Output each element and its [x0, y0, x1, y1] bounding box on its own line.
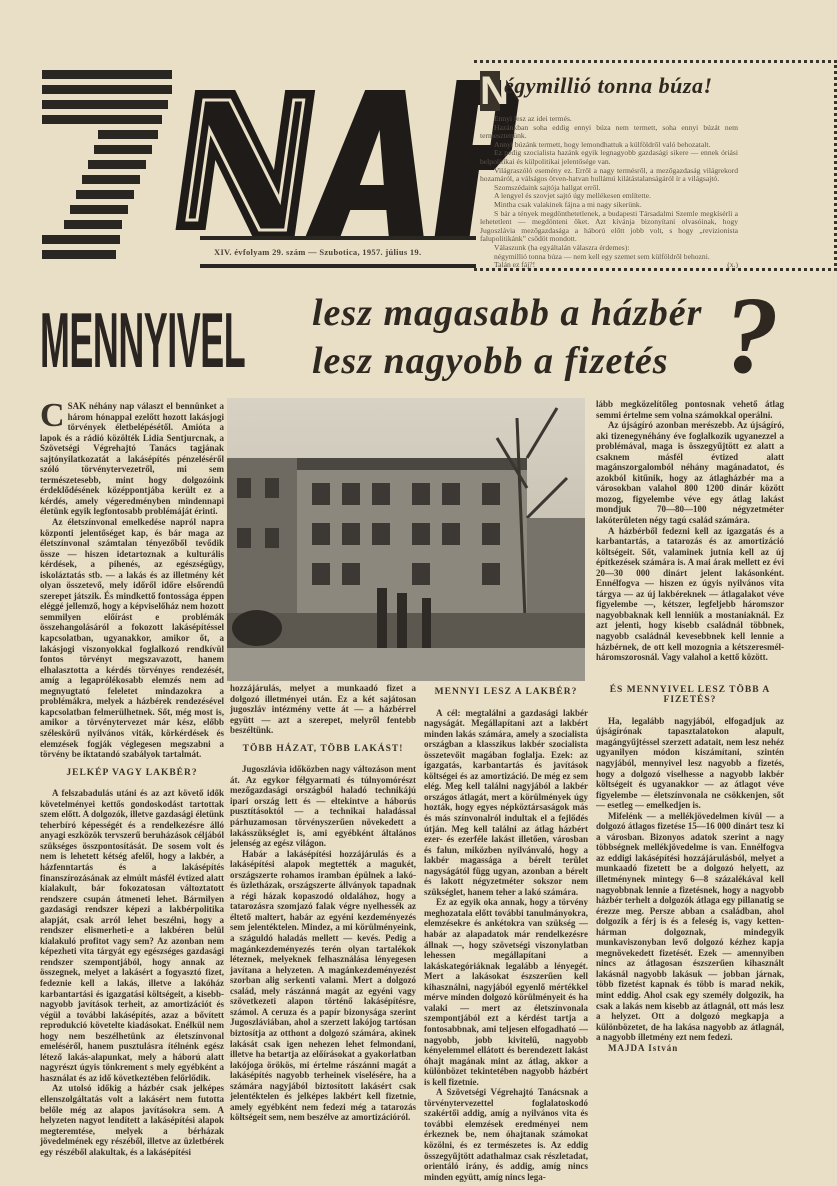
section-heading-fizetes: ÉS MENNYIVEL LESZ TÖBB A FIZETÉS? — [609, 684, 771, 706]
building-photo — [227, 398, 585, 681]
section-heading-mennyi-lakber: MENNYI LESZ A LAKBÉR? — [434, 687, 578, 697]
paragraph: Ennyi lesz az idei termés. — [494, 114, 572, 123]
paragraph: Világraszóló esemény ez. Erről a nagy termésről, a mezőgazdaság világrekord hozamáról, a válságos ötven-hatvan hullámú kilátástalanságáról ír a világsajtó. — [480, 165, 738, 184]
intro-paragraph: CSAK néhány nap választ el bennünket a három hónappal ezelőtt hozott lakásjogi törvények életbelépésétől. Amióta a lapok és a rádió közölték Lidia Sentjurcnak, a Szövetségi Végrehajtó Tanács tagjának sajtónyilatkozatát a lakásépítés pénzeléséről szóló törvénytervezetről, mi sem természetesebb, mint hogy dolgozóink érdeklődésének középpontjába került ez a kérdés, amely végeredményben mindennapi életünk egyik legfontosabb problémáját érinti. — [40, 397, 224, 517]
wheat-article-body — [480, 115, 738, 270]
paragraph: Hazánkban soha eddig ennyi búza nem termett, soha ennyi búzát nem termesztettünk. — [480, 122, 738, 141]
paragraph: A felszabadulás utáni és az azt követő idők követelményei kettős gondoskodást tartottak szem előtt. A dolgozók, illetve gazdasági életünk teherbíró képességét és a rendelkezésre álló anyagi eszközök tervszerű beruházások céljából szükséges összpontosítását. De sosem volt és nem is lehetett kétség afelől, hogy a lakbér, a házfenntartás és a lakásépítés finanszírozásának az elmúlt másfél évtized alatt kialakult, bár fokozatosan változtatott rendszere csupán átmeneti lehet. Bármilyen gazdasági rendszer képezi a lakbérpolitika alapját, csak arról lehet beszélni, hogy a rendszer elismerheti-e a lakbéren belül kialakuló profitot vagy sem? Az azonban nem képezheti vita tárgyát egy egészséges gazdasági rendszer szempontjából, hogy annak az összegnek, melyet a lakásért a fogyasztó fizet, fedeznie kell a lakás, illetve a lakóház karbantartási és igazgatási költségeit, a kisebb-nagyobb javítások terheit, az amortizációt és végül a további lakásépítés, azaz a bővített reprodukció követelte kiadásokat. Enélkül nem hogy nem beszélhetünk az életszínvonal emeléséről, hanem pusztulásra ítélnénk egész létező lakás-alapunkat, mely a háború alatt nagyrészt úgyis tönkrement s mely egyébként a használat és az idő következtében felőrlődik. — [40, 788, 224, 1083]
paragraph: Ha, legalább nagyjából, elfogadjuk az újságírónak tapasztalatokon alapult, magángyűjtéssel szerzett adatait, nem lesz nehéz ugyanilyen módon kiszámítani, szintén nagyjából, mennyivel lesz nagyobb a fizetés, hogy a dolgozó viselhesse a nagyobb lakbér költségeit és ugyanakkor — az átlagot véve figyelembe — életszínvonala ne csökkenjen, sőt — esetleg — emelkedjen is. — [596, 715, 784, 811]
paragraph: Az utolsó időkig a házbér csak jelképes ellenszolgáltatás volt a lakásért nem futotta belőle még az alapos javításokra sem. A helyzeten nagyot lendített a lakásépítési alapok megteremtése, melyek a bérházak jövedelmének egy részéből, illetve az üzletbérek egy részéből alakultak, és a lakásépítési — [40, 1083, 224, 1157]
article-column-3 — [424, 687, 588, 1182]
headline-line-2: lesz nagyobb a fizetés — [312, 340, 669, 382]
article-column-2 — [230, 683, 416, 1143]
paragraph: Ez az egyik oka annak, hogy a törvény meghozatala előtt további tanulmányokra, elemzésekre és ankétokra van szükség — habár az alapadatok már rendelkezésre állnak —, hogy szövetségi viszonylatban lehessen megállapítani a lakáskategóriáknak legalább a lényegét. Mert a lakásokat észszerűen kell kihasználni, nagyjából egyenlő mértékkel mérve minden dolgozó körülményeit és ha valaki — mert az életszínvonala szempontjából ezt a kérdést tartja a fontosabbnak, ami teljesen elfogadható — nagyobb, jobb kivitelű, nagyobb kényelemmel ellátott és berendezett lakást óhajt magának mint az átlag, akkor a különbözet tekintetében nagyobb házbért is kell fizetnie. — [424, 897, 588, 1087]
paragraph: A házbérből fedezni kell az igazgatás és a karbantartás, a tatarozás és az amortizáció költségeit. Sőt, valaminek jutnia kell az új építkezések számára is. A mai árak mellett ez évi 20—30 000 dinárt jelent lakásonként. Ennélfogva — hiszen ez úgyis nyilvános vita tárgya — az új lakbéreknek — átlagalakot véve figyelembe —, kétszer, legfeljebb háromszor nagyobbaknak kell lenniük a mostaniaknál. Ez azt jelenti, hogy kisebb családnál többnek, nagyobb családnál kevesebbnek kell lennie a házbérnek, de ott kell mozognia a kétszeresmél-háromszorosnál. Vagy valahol a kettő között. — [596, 525, 784, 663]
headline-line-1: lesz magasabb a házbér — [312, 292, 703, 334]
paragraph: Az újságíró azonban merészebb. Az újságíró, aki tizenegynéhány éve foglalkozik ugyanezzel a problémával, maga is összegyűjtött ez alatt a csaknem másfél évtized alatt magánszorgalomból néhány magánadatot, és azokból kitűnik, hogy az átlagházbér ma a városokban valahol 800 1200 dinár között mozog, figyelembe véve egy átlag lakást mondjuk 70—80—100 négyzetméter lakóterületen négy tagú család számára. — [596, 420, 784, 526]
section-heading-jelkep: JELKÉP VAGY LAKBÉR? — [66, 767, 198, 778]
article-column-4 — [596, 399, 784, 1179]
paragraph: Ez pedig szocialista hazánk egyik legnagyobb gazdasági sikere — ennek óriási belpolitikai és külpolitikai jelentősége van. — [480, 148, 738, 166]
paragraph: A lengyel és szovjet sajtó úgy mellékesen említette. — [494, 191, 651, 201]
headline-question-mark: ? — [724, 274, 779, 396]
paragraph: négymillió tonna búza — nem kell egy szemet sem külföldről behozni. — [494, 251, 710, 261]
paragraph: Az életszínvonal emelkedése napról napra központi jelentőséget kap, és bár maga az életszínvonal számtalan tényezőből tevődik össze — hiszen idetartoznak a kulturális kérdések, a pihenés, az egészségügy, iskoláztatás stb. — a lakás és az illetmény két olyan összetevő, mely időről időre elsőrendű szerepet játszik. És mindkettő fontossága éppen eléggé jellemző, hogy a képviselőház nem hozott semmilyen előírást e problémák összehangolásáról a fokozott lakásépítéssel kapcsolatban, ugyanakkor, amikor őt, a lakásjogi viszonyokkal foglalkozó rendkívül fontos törvényt megszavazott, hanem elhalasztotta a kérdés törvényes rendezését, amíg a legaprólékosabb elemzés nem ad megnyugtató feleletet mindazokra a problémákra, melyek a házbérek rendezésével kapcsolatban felmerülhetnek. Sőt, még most is, amikor a törvénytervezet már kész, előbb széleskörű nyilvános viták, körkérdések és elemzések fogják véglegesen megszabni a törvény be iktatandó szabályok tartalmát. — [40, 517, 224, 760]
drop-cap: N — [480, 69, 509, 113]
article-column-1 — [40, 397, 224, 1171]
paragraph: Jugoszlávia időközben nagy változáson ment át. Az egykor félgyarmati és túlnyomórészt mezőgazdasági országból haladó technikájú ipari ország lett és — eltekintve a háborús pusztításoktól — a technikai haladással párhuzamosan törvényszerűen növekedett a lakásszükséglet is, ami egyébként általános jelenség az egész világon. — [230, 764, 416, 849]
paragraph: hozzájárulás, melyet a munkaadó fizet a dolgozó illetményei után. Ez a két sajátosan jugoszláv intézmény vette át — a házbérrel együtt — azt a szerepet, melyről fentebb beszéltünk. — [230, 683, 416, 736]
section-heading-tobb-hazat: TÖBB HÁZAT, TÖBB LAKÁST! — [242, 743, 404, 754]
paragraph — [480, 261, 738, 270]
paragraph: Mintha csak valakinek fájna a mi nagy sikerünk. — [494, 199, 642, 209]
wheat-article-box — [474, 60, 837, 271]
closing-line: Talán ez fáj?! — [494, 260, 536, 270]
paragraph: lább megközelítőleg pontosnak vehető átlag semmi értelme sem volna számokkal operálni. — [596, 399, 784, 420]
paragraph: A Szövetségi Végrehajtó Tanácsnak a törvénytervezettel foglalatoskodó szakértői addig, amíg a nyilvános vita és további elemzések eredményei nem érkeznek be, nem óhajtanak számokat közölni, és ez természetes is. Az eddig összegyűjtött adathalmaz csak részletadat, orientáló irány, és addig, amíg nincs minden együtt, amíg nincs lega- — [424, 1087, 588, 1182]
issue-line: XIV. évfolyam 29. szám — Szubotica, 1957. július 19. — [200, 236, 476, 268]
paragraph: A cél: megtalálni a gazdasági lakbér nagyságát. Megállapítani azt a lakbért minden lakás számára, amely a szocialista országban a klasszikus lakbér szocialista összetevőit magában foglalja. Ezek: az igazgatás, karbantartás és javítások költségei és az amortizáció. De még ez sem elég. Meg kell találni nagyjából a lakbér országos átlagát, mert a körülmények úgy hozták, hogy egyes népköztársaságok más és más színvonalról indultak el a fejlődés útján. Meg kell találni az átlag házbért ezer- és ezerféle lakást illetően, városban és falun, miközben nyilvánvaló, hogy a lakbér magassága a bérelt terület nagyságától függ ugyan, azonban a bérelt és lakott négyzetméter sokszor nem szükséglet, hanem teher a lakó számára. — [424, 707, 588, 897]
photo-image — [227, 398, 585, 681]
wheat-article-title: égymillió tonna búza! — [504, 73, 713, 98]
paragraph: Mifelénk — a mellékjövedelmen kívül — a dolgozó átlagos fizetése 15—16 000 dinárt tesz ki a városban. Bizonyos adatok szerint a nagy többségnek mellékjövedelme is van. Ennélfogva az eddigi lakásépítési hozzájárulásból, melyet a munkaadó fizetett be a dolgozó helyett, az illetménynek mintegy 6—8 százalékával kell nagyobbnak lennie a fizetésnek, hogy a nagyobb házbér terhelt a dolgozók átlaga egy pillanatig se érezze meg. Persze abban a családban, ahol dolgozik a férj is és a feleség is, vagy ketten-hárman dolgoznak, mindegyik munkaviszonyban levő dolgozó kézhez kapja megnövekedett fizetését. Ezek — amennyiben nincs az átlagosan észszerűen kihasznált lakásnál nagyobb lakásuk — jobban járnak, több fizetést kapnak és több is marad nekik, mint eddig. Ahol csak egy személy dolgozik, ha csak a lakás nem kisebb az átlagnál, ott más lesz a helyzet. Ott a dolgozó megkapja a különbözetet, de ha lakása nagyobb az átlagnál, a nagyobb illetmény ezt nem fedezi. — [596, 810, 784, 1043]
paragraph: Szomszédaink sajtója hallgat erről. — [494, 182, 601, 192]
paragraph: Válaszunk (ha egyáltalán válaszra érdemes): — [494, 242, 630, 252]
signature: (x.) — [727, 260, 738, 270]
paragraph: Annyi búzánk termett, hogy lemondhattuk a külföldről való behozatalt. — [494, 139, 711, 149]
paragraph: Habár a lakásépítési hozzájárulás és a lakásépítési alapok megtették a magukét, országszerte rohamos iramban épülnek a lakó- és üzletházak, országszerte állványok tapadnak a régi házak kopaszodó oldalához, hogy a tatarozásra szomjazó falak végre nyelhessék az éltető maltert, habár az egyéni kezdeményezés sem jelentéktelen. Mindez, a mi körülményeink, a száguldó haladás mellett — kevés. Pedig a magánkezdeményezés terén olyan tartalékok léteznek, melyeknek felhasználása lényegesen javítana a helyzeten. A magánkezdeményezést szorban alig serkenti valami. Mert a dolgozó család, mely rászánná magát az egyéni vagy szövetkezeti alapon történő lakásépítésre, számol. A ceruza és a papír bizonysága szerint Jugoszláviában, ahol a szerzett lakójog tartósan biztosítja az otthont a dolgozó számára, akinek lakását csak igen nehezen lehet felmondani, illetve ha betartja az előírásokat a gyakorlatban lakójoga örökös, mi értelme rászánni magát a lakásépítés nagyobb terheinek viselésére, ha a számára nagyjából biztosított lakásért csak jelentéktelen és jelképes lakbért kell fizetnie, amely egyébként nem fedezi még a tatarozás költségeit sem, nem beszélve az amortizációról. — [230, 848, 416, 1123]
headline-main-word: MENNYIVEL — [40, 296, 246, 384]
paragraph: S bár a tények megdönthetetlenek, a budapesti Társadalmi Szemle megkísérli a lehetetlent — megdönteni őket. Azt kívánja bizonyítani olvasóinak, hogy Jugoszlávia mezőgazdasága a háború előtt jobb volt, s hogy „revizionista falupolitikánk” csődöt mondott. — [480, 208, 738, 244]
author-signature: MAJDA István — [608, 1042, 679, 1053]
